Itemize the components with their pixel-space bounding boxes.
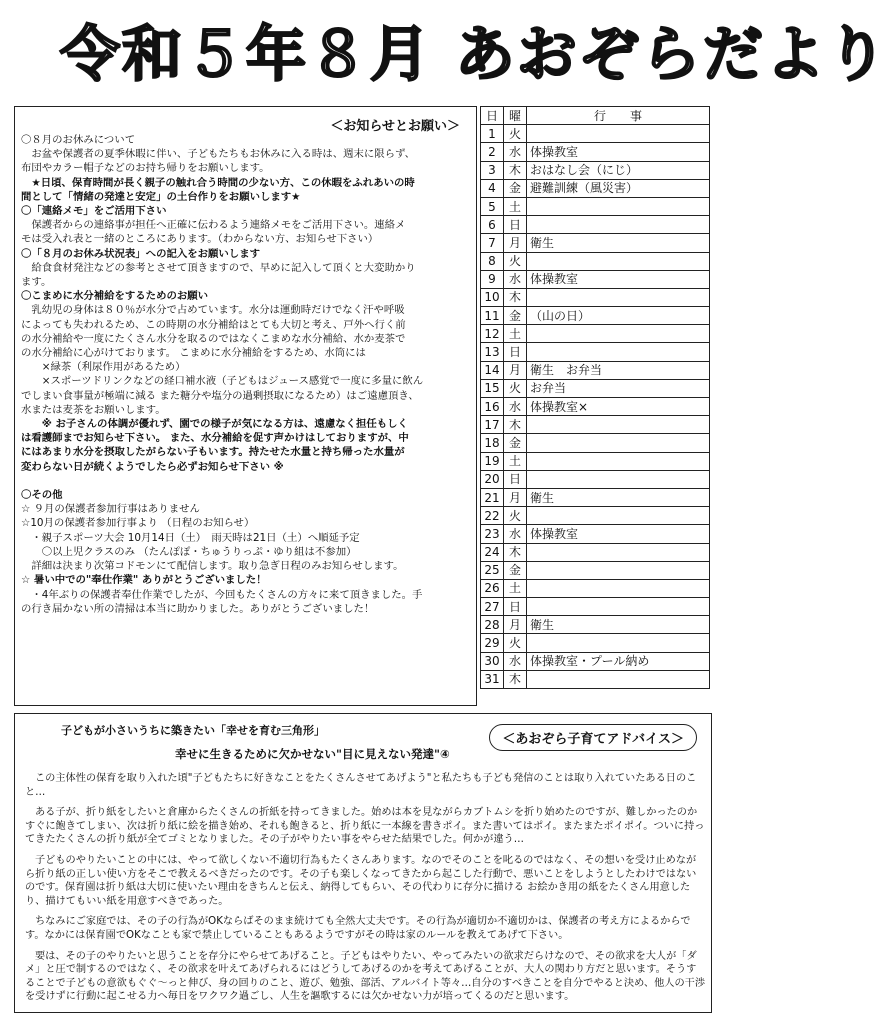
notice-line: 布団やカラー帽子などのお持ち帰りをお願いします。	[21, 162, 270, 175]
schedule-row	[481, 470, 710, 488]
notice-line: 乳幼児の身体は８０％が水分で占めています。水分は運動時だけでなく汗や呼吸	[21, 304, 405, 317]
schedule-weekday: 火	[504, 125, 527, 143]
notice-line: ☆ 暑い中での"奉仕作業" ありがとうございました！	[21, 574, 267, 587]
notice-line	[21, 474, 473, 488]
schedule-row	[481, 143, 710, 161]
schedule-row	[481, 234, 710, 252]
schedule-day: 17	[481, 416, 504, 434]
advice-paragraph: 要は、その子のやりたいと思うことを存分にやらせてあげること。子どもはやりたい、やってみたいの欲求だらけなので、その欲求を大人が「ダメ」と圧で制するのではなく、その欲求を叶えてあげられるにはどうしてあげるのかを考えてあげることが、大人の関わり方だと思います。そうすることで子どもの意欲もぐぐ〜っと伸び、身の回りのこと、遊び、勉強、部活、アルバイト等々…自分のすべきことを自分でやると決め、他人の干渉を受けずに行動に起こせる力へ毎日をワクワク過ごし、人生を謳歌するには欠かせない力が培ってくるのだと思います。	[25, 950, 706, 1003]
schedule-day: 16	[481, 398, 504, 416]
schedule-day: 27	[481, 598, 504, 616]
schedule-row	[481, 325, 710, 343]
notice-line: 〇こまめに水分補給をするためのお願い	[21, 290, 209, 303]
schedule-row	[481, 616, 710, 634]
notice-line: ★日頃、保育時間が長く親子の触れ合う時間の少ない方、この休暇をふれあいの時	[21, 176, 415, 189]
schedule-event	[527, 325, 710, 343]
schedule-day: 4	[481, 179, 504, 197]
schedule-row	[481, 507, 710, 525]
schedule-day: 30	[481, 652, 504, 670]
notice-line: ・親子スポーツ大会 10月14日（土） 雨天時は21日（土）へ順延予定	[21, 531, 360, 544]
schedule-weekday: 金	[504, 561, 527, 579]
schedule-event	[527, 343, 710, 361]
notice-line: 〇「８月のお休み状況表」への記入をお願いします	[21, 247, 260, 260]
schedule-row	[481, 525, 710, 543]
notice-line: にはあまり水分を摂取したがらない子もいます。持たせた水量と持ち帰った水量が	[21, 446, 405, 459]
schedule-event: 衛生	[527, 488, 710, 506]
schedule-event	[527, 598, 710, 616]
schedule-row	[481, 307, 710, 325]
notice-line: ※ お子さんの体調が優れず、園での様子が気になる方は、遠慮なく担任もしく	[21, 418, 408, 431]
schedule-day: 25	[481, 561, 504, 579]
schedule-event	[527, 579, 710, 597]
schedule-event	[527, 670, 710, 688]
schedule-event: 衛生 お弁当	[527, 361, 710, 379]
schedule-event: 体操教室	[527, 270, 710, 288]
schedule-day: 2	[481, 143, 504, 161]
schedule-row	[481, 398, 710, 416]
schedule-row	[481, 216, 710, 234]
notice-line: 〇その他	[21, 489, 63, 502]
advice-section	[14, 713, 712, 1013]
schedule-event: お弁当	[527, 379, 710, 397]
schedule-event: 体操教室・プール納め	[527, 652, 710, 670]
event-schedule-table	[480, 106, 710, 689]
schedule-day: 3	[481, 161, 504, 179]
schedule-weekday: 火	[504, 507, 527, 525]
schedule-event: 体操教室×	[527, 398, 710, 416]
schedule-day: 31	[481, 670, 504, 688]
schedule-day: 12	[481, 325, 504, 343]
schedule-day: 6	[481, 216, 504, 234]
schedule-weekday: 月	[504, 361, 527, 379]
schedule-day: 22	[481, 507, 504, 525]
advice-heading: 子どもが小さいうちに築きたい「幸せを育む三角形」	[61, 724, 325, 737]
schedule-weekday: 月	[504, 234, 527, 252]
notice-body	[21, 133, 473, 616]
notice-line: 詳細は決まり次第コドモンにて配信します。取り急ぎ日程のみお知らせします。	[21, 560, 404, 573]
schedule-event: 体操教室	[527, 143, 710, 161]
schedule-weekday: 日	[504, 216, 527, 234]
advice-paragraph: ちなみにご家庭では、その子の行為がOKならばそのまま続けても全然大丈夫です。その行為が適切か不適切かは、保護者の考え方によるからです。なかには保育園でOKなことも家で禁止していることもあるようですがその時は家のルールを教えてあげて下さい。	[25, 916, 691, 941]
schedule-day: 7	[481, 234, 504, 252]
schedule-day: 9	[481, 270, 504, 288]
schedule-day: 1	[481, 125, 504, 143]
schedule-row	[481, 561, 710, 579]
notice-line: お盆や保護者の夏季休暇に伴い、子どもたちもお休みに入る時は、週末に限らず、	[21, 148, 416, 161]
notice-line: の水分補給に心がけております。 こまめに水分補給をするため、水筒には	[21, 347, 366, 360]
schedule-day: 11	[481, 307, 504, 325]
notice-line: ます。	[21, 276, 52, 289]
header-day: 日	[481, 107, 504, 125]
schedule-weekday: 金	[504, 307, 527, 325]
notice-section	[14, 106, 477, 706]
schedule-day: 5	[481, 197, 504, 215]
notice-line: 変わらない日が続くようでしたら必ずお知らせ下さい ※	[21, 460, 284, 473]
schedule-weekday: 月	[504, 616, 527, 634]
schedule-weekday: 水	[504, 398, 527, 416]
schedule-event	[527, 252, 710, 270]
schedule-weekday: 日	[504, 598, 527, 616]
schedule-day: 13	[481, 343, 504, 361]
schedule-row	[481, 197, 710, 215]
advice-paragraph: ある子が、折り紙をしたいと倉庫からたくさんの折紙を持ってきました。始めは本を見ながらカブトムシを折り始めたのですが、難しかったのかすぐに飽きてしまい、次は折り紙に絵を描き始め、それも飽きると、折り紙に一本線を書きポイ。また書いてはポイ。またまたポイポイ。ついに持ってきたたくさんの折り紙が全てゴミとなりました。その子がやりたい事をやらせた結果でした。何かが違う…	[25, 807, 705, 846]
schedule-event: 避難訓練（風災害）	[527, 179, 710, 197]
schedule-row	[481, 288, 710, 306]
schedule-weekday: 水	[504, 525, 527, 543]
schedule-day: 8	[481, 252, 504, 270]
notice-line: 〇「連絡メモ」をご活用下さい	[21, 205, 167, 218]
schedule-weekday: 日	[504, 343, 527, 361]
header-event: 行 事	[527, 107, 710, 125]
schedule-event: 体操教室	[527, 525, 710, 543]
schedule-day: 29	[481, 634, 504, 652]
schedule-weekday: 木	[504, 161, 527, 179]
schedule-weekday: 水	[504, 652, 527, 670]
advice-paragraph: 子どものやりたいことの中には、やって欲しくない不適切行為もたくさんあります。なのでそのことを叱るのではなく、その想いを受け止めながら折り紙の正しい使い方をそこで教えるべきだったのです。その子も楽しくなってきたから起こした行動で、悪いことをしようとしたわけではないのです。保育園は折り紙は大切に使いたい理由をきちんと伝え、納得してもらい、その代わりに存分に描ける お絵かき用の紙をたくさん用意したり、描けてもいい紙を用意すべきであった。	[25, 854, 697, 907]
schedule-weekday: 金	[504, 434, 527, 452]
schedule-row	[481, 161, 710, 179]
schedule-row	[481, 488, 710, 506]
notice-line: モは受入れ表と一緒のところにあります。（わからない方、お知らせ下さい）	[21, 233, 379, 246]
notice-line: によっても失われるため、この時期の水分補給はとても大切と考え、戸外へ行く前	[21, 318, 406, 331]
schedule-day: 21	[481, 488, 504, 506]
schedule-weekday: 水	[504, 143, 527, 161]
schedule-event	[527, 561, 710, 579]
schedule-weekday: 木	[504, 416, 527, 434]
schedule-row	[481, 252, 710, 270]
notice-line: 給食食材発注などの参考とさせて頂きますので、早めに記入して頂くと大変助かり	[21, 261, 416, 274]
notice-line: ☆ ９月の保護者参加行事はありません	[21, 503, 200, 516]
notice-line: ☆10月の保護者参加行事より （日程のお知らせ）	[21, 517, 255, 530]
schedule-row	[481, 270, 710, 288]
advice-badge: ＜あおぞら子育てアドバイス＞	[489, 724, 697, 751]
schedule-day: 10	[481, 288, 504, 306]
schedule-row	[481, 434, 710, 452]
notice-line: ×緑茶（利尿作用があるため）	[21, 361, 186, 374]
schedule-event: （山の日）	[527, 307, 710, 325]
advice-body	[25, 772, 705, 1011]
schedule-event: 衛生	[527, 234, 710, 252]
schedule-day: 28	[481, 616, 504, 634]
notice-line: の行き届かない所の清掃は本当に助かりました。ありがとうございました！	[21, 602, 375, 615]
schedule-event	[527, 288, 710, 306]
schedule-day: 24	[481, 543, 504, 561]
schedule-row	[481, 125, 710, 143]
schedule-row	[481, 579, 710, 597]
schedule-weekday: 火	[504, 634, 527, 652]
notice-line: 間として「情緒の発達と安定」の土台作りをお願いします★	[21, 190, 301, 203]
notice-title: ＜お知らせとお願い＞	[330, 119, 460, 134]
schedule-day: 15	[481, 379, 504, 397]
schedule-weekday: 水	[504, 270, 527, 288]
schedule-event: 衛生	[527, 616, 710, 634]
notice-line: ・4年ぶりの保護者奉仕作業でしたが、今回もたくさんの方々に来て頂きました。手	[21, 588, 423, 601]
notice-line: 保護者からの連絡事が担任へ正確に伝わるよう連絡メモをご活用下さい。連絡メ	[21, 219, 406, 232]
schedule-row	[481, 452, 710, 470]
notice-line: 水または麦茶をお願いします。	[21, 403, 166, 416]
schedule-weekday: 土	[504, 579, 527, 597]
schedule-event	[527, 470, 710, 488]
schedule-weekday: 土	[504, 197, 527, 215]
schedule-day: 20	[481, 470, 504, 488]
schedule-event	[527, 543, 710, 561]
notice-line: の水分補給や一度にたくさん水分を取るのではなくこまめな水分補給、水か麦茶で	[21, 332, 406, 345]
advice-subheading: 幸せに生きるために欠かせない"目に見えない発達"④	[175, 747, 450, 761]
schedule-row	[481, 416, 710, 434]
schedule-event	[527, 125, 710, 143]
schedule-row	[481, 634, 710, 652]
schedule-row	[481, 543, 710, 561]
schedule-weekday: 火	[504, 252, 527, 270]
schedule-weekday: 土	[504, 452, 527, 470]
schedule-row	[481, 652, 710, 670]
notice-line: ×スポーツドリンクなどの経口補水液（子どもはジュース感覚で一度に多量に飲ん	[21, 375, 424, 388]
schedule-header-row	[481, 107, 710, 125]
schedule-event	[527, 197, 710, 215]
schedule-day: 14	[481, 361, 504, 379]
schedule-weekday: 木	[504, 670, 527, 688]
schedule-event	[527, 416, 710, 434]
schedule-event	[527, 634, 710, 652]
schedule-weekday: 月	[504, 488, 527, 506]
schedule-row	[481, 379, 710, 397]
schedule-weekday: 金	[504, 179, 527, 197]
schedule-weekday: 日	[504, 470, 527, 488]
schedule-row	[481, 343, 710, 361]
schedule-day: 19	[481, 452, 504, 470]
notice-line: は看護師までお知らせ下さい。 また、水分補給を促す声かけはしておりますが、中	[21, 432, 409, 445]
schedule-weekday: 木	[504, 543, 527, 561]
notice-line: 〇８月のお休みについて	[21, 134, 136, 146]
header-weekday: 曜	[504, 107, 527, 125]
notice-line: でしまい食事量が極端に減る また糖分や塩分の過剰摂取になるため）はご遠慮頂き、	[21, 389, 419, 402]
schedule-day: 26	[481, 579, 504, 597]
schedule-weekday: 土	[504, 325, 527, 343]
schedule-row	[481, 598, 710, 616]
schedule-row	[481, 670, 710, 688]
schedule-day: 23	[481, 525, 504, 543]
schedule-event: おはなし会（にじ）	[527, 161, 710, 179]
schedule-weekday: 木	[504, 288, 527, 306]
schedule-event	[527, 452, 710, 470]
schedule-day: 18	[481, 434, 504, 452]
schedule-event	[527, 216, 710, 234]
schedule-event	[527, 507, 710, 525]
advice-paragraph: この主体性の保育を取り入れた頃"子どもたちに好きなことをたくさんさせてあげよう"と私たちも子ども発信のことは取り入れていたある日のこと…	[25, 773, 697, 798]
schedule-row	[481, 361, 710, 379]
schedule-event	[527, 434, 710, 452]
schedule-weekday: 火	[504, 379, 527, 397]
notice-line: 〇以上児クラスのみ （たんぽぽ・ちゅうりっぷ・ゆり組は不参加）	[21, 545, 357, 558]
schedule-row	[481, 179, 710, 197]
newsletter-masthead: 令和５年８月 あおぞらだより	[60, 20, 889, 90]
